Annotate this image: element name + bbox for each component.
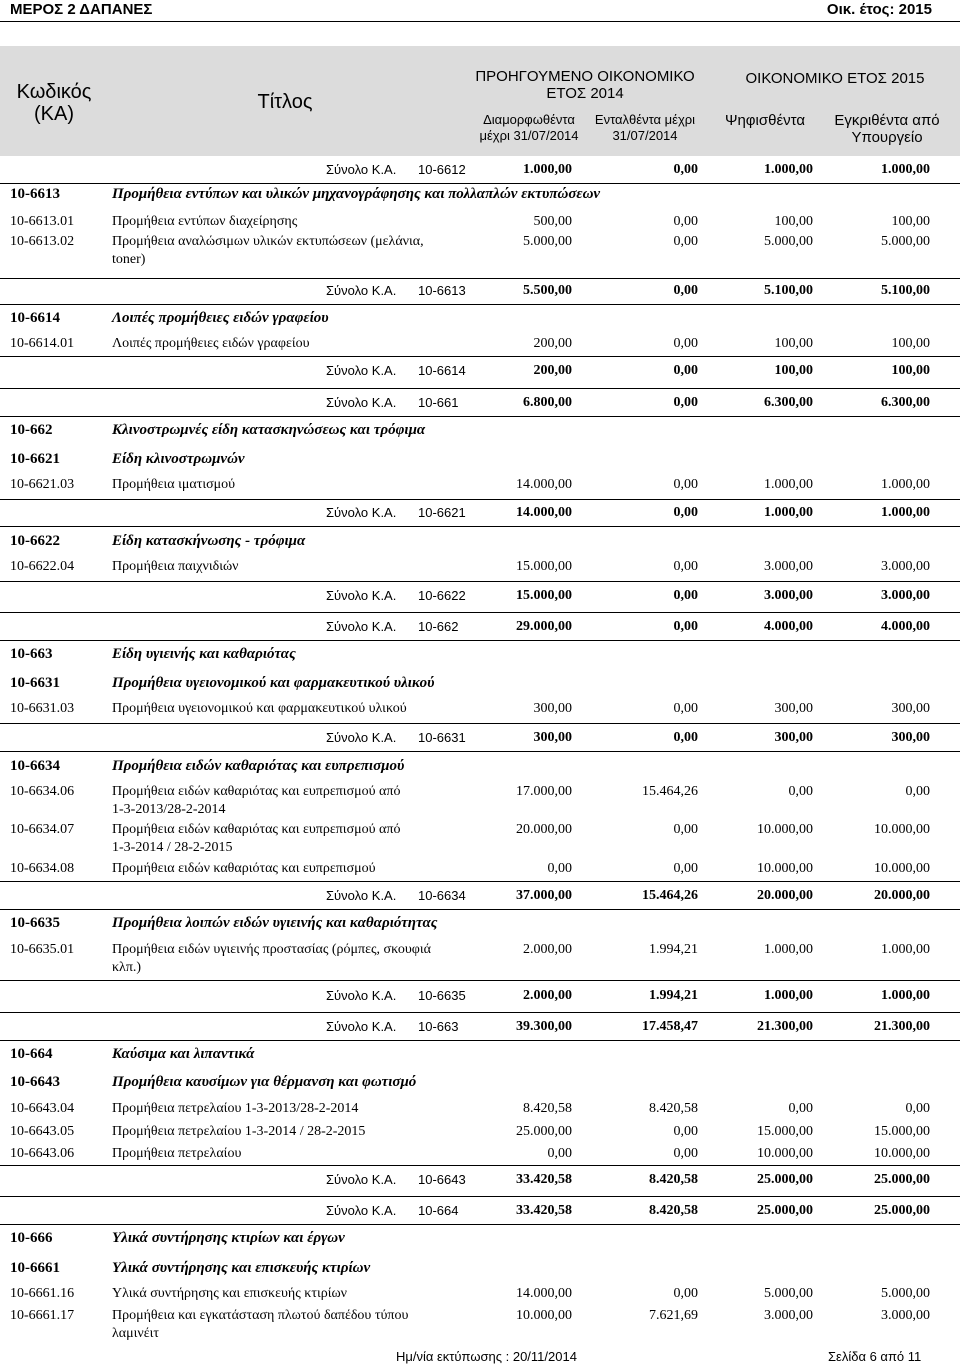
total-code: 10-6643 [418,1172,466,1187]
ordered-amount: 0,00 [673,701,698,716]
total-label: Σύνολο Κ.Α. [326,505,397,520]
account-code: 10-6622.04 [10,559,75,574]
account-code: 10-6621 [10,451,60,467]
account-title: Είδη κατασκήνωσης - τρόφιμα [112,533,306,549]
formed-amount: 300,00 [533,701,572,716]
approved-amount: 5.000,00 [881,1286,930,1301]
ordered-amount: 0,00 [673,588,698,603]
approved-amount: 6.300,00 [881,395,930,410]
approved-amount: 100,00 [891,336,930,351]
formed-amount: 300,00 [533,730,572,745]
account-title: Προμήθεια πετρελαίου 1-3-2014 / 28-2-2015 [112,1124,366,1139]
account-title: Προμήθεια πετρελαίου 1-3-2013/28-2-2014 [112,1101,359,1116]
approved-amount: 0,00 [905,784,930,799]
account-code: 10-663 [10,646,53,662]
formed-amount: 0,00 [547,861,572,876]
ordered-amount: 15.464,26 [642,784,698,799]
item-row [0,1101,960,1121]
total-row [0,1203,960,1223]
approved-amount: 100,00 [891,214,930,229]
row-divider [0,1224,960,1225]
ordered-amount: 8.420,58 [649,1101,698,1116]
item-row [0,234,960,267]
voted-amount: 4.000,00 [764,619,813,634]
total-code: 10-662 [418,619,459,634]
account-title: Προμήθεια ειδών υγιεινής προστασίας (ρόμπες, σκουφιά [112,942,431,957]
account-title: Προμήθεια και εγκατάσταση πλωτού δαπέδου τύπου [112,1308,409,1323]
formed-amount: 1.000,00 [523,162,572,177]
section-row [0,310,960,330]
ordered-amount: 0,00 [673,234,698,249]
ordered-amount: 1.994,21 [649,942,698,957]
header-approved: Εγκριθέντα από Υπουργείο [834,112,940,146]
ordered-amount: 0,00 [673,822,698,837]
formed-amount: 37.000,00 [516,888,572,903]
account-title: Υλικά συντήρησης και επισκευής κτιρίων [112,1286,348,1301]
account-title: Προμήθεια ιματισμού [112,477,236,492]
section-row [0,1074,960,1094]
total-row [0,162,960,182]
account-title: Προμήθεια υγειονομικού και φαρμακευτικού υλικού [112,701,407,716]
ordered-amount: 8.420,58 [649,1172,698,1187]
formed-amount: 5.000,00 [523,234,572,249]
item-row [0,942,960,975]
formed-amount: 5.500,00 [523,283,572,298]
voted-amount: 1.000,00 [764,942,813,957]
ordered-amount: 0,00 [673,336,698,351]
voted-amount: 100,00 [774,336,813,351]
account-title-continued: λαμινέιτ [112,1326,159,1341]
row-divider [0,183,960,184]
voted-amount: 5.000,00 [764,234,813,249]
total-code: 10-6612 [418,162,466,177]
account-code: 10-6614.01 [10,336,75,351]
section-row [0,186,960,206]
fiscal-year: Οικ. έτος: 2015 [826,1,932,18]
row-divider [0,356,960,357]
account-title: Προμήθεια παιχνιδιών [112,559,239,574]
total-code: 10-6635 [418,988,466,1003]
total-code: 10-6622 [418,588,466,603]
account-code: 10-6613.02 [10,234,75,249]
formed-amount: 15.000,00 [516,559,572,574]
account-code: 10-6643.05 [10,1124,75,1139]
section-row [0,1230,960,1250]
total-row [0,619,960,639]
ordered-amount: 0,00 [673,619,698,634]
account-code: 10-6631 [10,675,60,691]
approved-amount: 3.000,00 [881,1308,930,1323]
section-row [0,451,960,471]
total-row [0,888,960,908]
account-code: 10-6661 [10,1260,60,1276]
account-code: 10-6613.01 [10,214,75,229]
account-title: Προμήθεια καυσίμων για θέρμανση και φωτισμό [112,1074,417,1090]
voted-amount: 25.000,00 [757,1172,813,1187]
voted-amount: 10.000,00 [757,822,813,837]
ordered-amount: 0,00 [673,861,698,876]
total-row [0,395,960,415]
total-label: Σύνολο Κ.Α. [326,988,397,1003]
ordered-amount: 0,00 [673,363,698,378]
row-divider [0,1040,960,1041]
header-prev-year: ΠΡΟΗΓΟΥΜΕΝΟ ΟΙΚΟΝΟΜΙΚΟ ΕΤΟΣ 2014 [475,68,695,102]
approved-amount: 1.000,00 [881,477,930,492]
top-bar [0,0,960,22]
row-divider [0,278,960,279]
account-title: Προμήθεια ειδών καθαριότας και ευπρεπισμού [112,758,405,774]
voted-amount: 1.000,00 [764,477,813,492]
account-code: 10-6634.06 [10,784,75,799]
total-code: 10-6634 [418,888,466,903]
account-title: Είδη κλινοστρωμνών [112,451,245,467]
account-code: 10-6621.03 [10,477,75,492]
header-current-year: ΟΙΚΟΝΟΜΙΚΟ ΕΤΟΣ 2015 [745,70,925,87]
account-title: Προμήθεια ειδών καθαριότας και ευπρεπισμού [112,861,376,876]
approved-amount: 300,00 [891,730,930,745]
ordered-amount: 0,00 [673,214,698,229]
voted-amount: 21.300,00 [757,1019,813,1034]
total-label: Σύνολο Κ.Α. [326,1203,397,1218]
account-title: Προμήθεια εντύπων διαχείρησης [112,214,298,229]
item-row [0,1146,960,1166]
formed-amount: 8.420,58 [523,1101,572,1116]
voted-amount: 3.000,00 [764,588,813,603]
voted-amount: 1.000,00 [764,988,813,1003]
account-code: 10-6635 [10,915,60,931]
voted-amount: 3.000,00 [764,1308,813,1323]
approved-amount: 10.000,00 [874,1146,930,1161]
formed-amount: 500,00 [533,214,572,229]
approved-amount: 3.000,00 [881,588,930,603]
section-row [0,533,960,553]
total-row [0,988,960,1008]
account-code: 10-666 [10,1230,53,1246]
section-row [0,422,960,442]
total-label: Σύνολο Κ.Α. [326,730,397,745]
ordered-amount: 0,00 [673,1286,698,1301]
section-row [0,758,960,778]
voted-amount: 1.000,00 [764,162,813,177]
section-row [0,1260,960,1280]
formed-amount: 2.000,00 [523,942,572,957]
voted-amount: 20.000,00 [757,888,813,903]
ordered-amount: 8.420,58 [649,1203,698,1218]
ordered-amount: 7.621,69 [649,1308,698,1323]
section-row [0,675,960,695]
ordered-amount: 17.458,47 [642,1019,698,1034]
approved-amount: 5.100,00 [881,283,930,298]
approved-amount: 21.300,00 [874,1019,930,1034]
total-row [0,588,960,608]
ordered-amount: 0,00 [673,1124,698,1139]
formed-amount: 14.000,00 [516,477,572,492]
formed-amount: 200,00 [533,363,572,378]
account-title: Λοιπές προμήθειες ειδών γραφείου [112,336,310,351]
voted-amount: 15.000,00 [757,1124,813,1139]
row-divider [0,416,960,417]
account-title: Είδη υγιεινής και καθαριότας [112,646,296,662]
header-formed: Διαμορφωθέντα μέχρι 31/07/2014 [479,112,579,143]
account-title: Προμήθεια ειδών καθαριότας και ευπρεπισμού από [112,822,401,837]
account-title: Υλικά συντήρησης κτιρίων και έργων [112,1230,345,1246]
voted-amount: 5.100,00 [764,283,813,298]
account-code: 10-6643.04 [10,1101,75,1116]
ordered-amount: 0,00 [673,477,698,492]
part-title: ΜΕΡΟΣ 2 ΔΑΠΑΝΕΣ [10,1,153,18]
formed-amount: 0,00 [547,1146,572,1161]
approved-amount: 25.000,00 [874,1203,930,1218]
total-code: 10-663 [418,1019,459,1034]
account-title: Προμήθεια υγειονομικού και φαρμακευτικού υλικού [112,675,435,691]
row-divider [0,640,960,641]
voted-amount: 0,00 [788,1101,813,1116]
row-divider [0,388,960,389]
total-label: Σύνολο Κ.Α. [326,283,397,298]
item-row [0,1308,960,1341]
table-header [0,46,960,156]
account-code: 10-6622 [10,533,60,549]
ordered-amount: 0,00 [673,559,698,574]
account-code: 10-6643.06 [10,1146,75,1161]
voted-amount: 100,00 [774,214,813,229]
formed-amount: 14.000,00 [516,1286,572,1301]
approved-amount: 10.000,00 [874,861,930,876]
row-divider [0,612,960,613]
ordered-amount: 0,00 [673,283,698,298]
approved-amount: 1.000,00 [881,505,930,520]
voted-amount: 1.000,00 [764,505,813,520]
item-row [0,477,960,497]
account-title: Προμήθεια λοιπών ειδών υγιεινής και καθαριότητας [112,915,438,931]
ordered-amount: 0,00 [673,505,698,520]
voted-amount: 10.000,00 [757,861,813,876]
approved-amount: 25.000,00 [874,1172,930,1187]
formed-amount: 33.420,58 [516,1172,572,1187]
account-code: 10-6631.03 [10,701,75,716]
voted-amount: 3.000,00 [764,559,813,574]
ordered-amount: 15.464,26 [642,888,698,903]
approved-amount: 1.000,00 [881,988,930,1003]
voted-amount: 0,00 [788,784,813,799]
account-title: Προμήθεια ειδών καθαριότας και ευπρεπισμού από [112,784,401,799]
account-code: 10-6661.17 [10,1308,75,1323]
voted-amount: 5.000,00 [764,1286,813,1301]
approved-amount: 300,00 [891,701,930,716]
account-code: 10-6634.07 [10,822,75,837]
item-row [0,822,960,855]
ordered-amount: 0,00 [673,1146,698,1161]
total-code: 10-6614 [418,363,466,378]
header-code: Κωδικός (ΚΑ) [16,81,92,125]
account-code: 10-6613 [10,186,60,202]
total-row [0,505,960,525]
account-title-continued: 1-3-2014 / 28-2-2015 [112,840,233,855]
formed-amount: 17.000,00 [516,784,572,799]
account-title: Λοιπές προμήθειες ειδών γραφείου [112,310,329,326]
row-divider [0,881,960,882]
ordered-amount: 0,00 [673,730,698,745]
page-number: Σελίδα 6 από 11 [828,1349,922,1364]
account-code: 10-6614 [10,310,60,326]
row-divider [0,751,960,752]
total-code: 10-664 [418,1203,459,1218]
voted-amount: 10.000,00 [757,1146,813,1161]
row-divider [0,723,960,724]
item-row [0,1286,960,1306]
formed-amount: 25.000,00 [516,1124,572,1139]
account-code: 10-6634 [10,758,60,774]
total-label: Σύνολο Κ.Α. [326,588,397,603]
row-divider [0,499,960,500]
account-code: 10-6635.01 [10,942,75,957]
account-code: 10-664 [10,1046,53,1062]
formed-amount: 200,00 [533,336,572,351]
formed-amount: 20.000,00 [516,822,572,837]
formed-amount: 15.000,00 [516,588,572,603]
approved-amount: 5.000,00 [881,234,930,249]
total-label: Σύνολο Κ.Α. [326,162,397,177]
item-row [0,861,960,881]
row-divider [0,581,960,582]
account-title: Καύσιμα και λιπαντικά [112,1046,255,1062]
approved-amount: 100,00 [891,363,930,378]
item-row [0,1124,960,1144]
formed-amount: 14.000,00 [516,505,572,520]
ordered-amount: 0,00 [673,162,698,177]
row-divider [0,980,960,981]
account-title: Προμήθεια αναλώσιμων υλικών εκτυπώσεων (μελάνια, [112,234,424,249]
total-label: Σύνολο Κ.Α. [326,363,397,378]
formed-amount: 39.300,00 [516,1019,572,1034]
voted-amount: 300,00 [774,701,813,716]
total-row [0,363,960,383]
voted-amount: 25.000,00 [757,1203,813,1218]
row-divider [0,304,960,305]
voted-amount: 100,00 [774,363,813,378]
row-divider [0,1196,960,1197]
header-title: Τίτλος [257,91,313,113]
approved-amount: 20.000,00 [874,888,930,903]
section-row [0,915,960,935]
row-divider [0,1165,960,1166]
total-code: 10-6631 [418,730,466,745]
account-title-continued: toner) [112,252,146,267]
row-divider [0,1012,960,1013]
formed-amount: 2.000,00 [523,988,572,1003]
approved-amount: 4.000,00 [881,619,930,634]
total-row [0,283,960,303]
total-row [0,1172,960,1192]
voted-amount: 6.300,00 [764,395,813,410]
account-code: 10-6634.08 [10,861,75,876]
formed-amount: 29.000,00 [516,619,572,634]
row-divider [0,909,960,910]
total-code: 10-6621 [418,505,466,520]
account-title: Υλικά συντήρησης και επισκευής κτιρίων [112,1260,371,1276]
total-label: Σύνολο Κ.Α. [326,1172,397,1187]
account-title: Προμήθεια πετρελαίου [112,1146,242,1161]
total-label: Σύνολο Κ.Α. [326,395,397,410]
row-divider [0,526,960,527]
section-row [0,646,960,666]
total-row [0,730,960,750]
approved-amount: 1.000,00 [881,942,930,957]
ordered-amount: 0,00 [673,395,698,410]
approved-amount: 3.000,00 [881,559,930,574]
item-row [0,559,960,579]
total-row [0,1019,960,1039]
print-date: Ημ/νία εκτύπωσης : 20/11/2014 [396,1349,577,1364]
approved-amount: 0,00 [905,1101,930,1116]
item-row [0,784,960,817]
account-title: Κλινοστρωμνές είδη κατασκηνώσεως και τρόφιμα [112,422,426,438]
approved-amount: 1.000,00 [881,162,930,177]
total-label: Σύνολο Κ.Α. [326,888,397,903]
ordered-amount: 1.994,21 [649,988,698,1003]
approved-amount: 10.000,00 [874,822,930,837]
approved-amount: 15.000,00 [874,1124,930,1139]
total-code: 10-6613 [418,283,466,298]
total-label: Σύνολο Κ.Α. [326,619,397,634]
item-row [0,701,960,721]
account-title: Προμήθεια εντύπων και υλικών μηχανογράφησης και πολλαπλών εκτυπώσεων [112,186,601,202]
header-ordered: Ενταλθέντα μέχρι 31/07/2014 [594,112,696,143]
item-row [0,214,960,234]
voted-amount: 300,00 [774,730,813,745]
formed-amount: 6.800,00 [523,395,572,410]
formed-amount: 10.000,00 [516,1308,572,1323]
total-label: Σύνολο Κ.Α. [326,1019,397,1034]
account-title-continued: κλπ.) [112,960,142,975]
account-title-continued: 1-3-2013/28-2-2014 [112,802,226,817]
account-code: 10-6643 [10,1074,60,1090]
total-code: 10-661 [418,395,459,410]
formed-amount: 33.420,58 [516,1203,572,1218]
section-row [0,1046,960,1066]
header-voted: Ψηφισθέντα [724,112,806,129]
account-code: 10-662 [10,422,53,438]
item-row [0,336,960,356]
account-code: 10-6661.16 [10,1286,75,1301]
